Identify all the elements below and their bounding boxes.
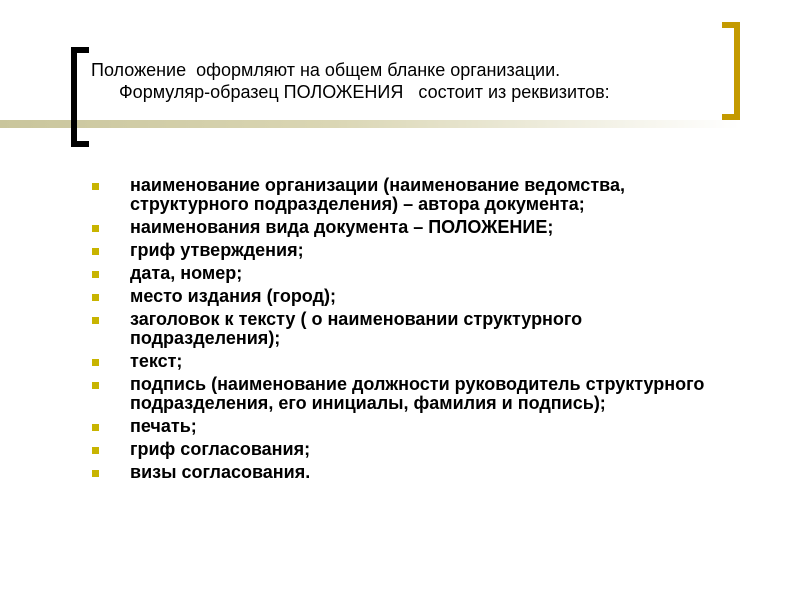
bullet-icon [92,248,99,255]
slide-title [91,59,711,103]
bullet-icon [92,183,99,190]
list-item [92,417,732,436]
list-item-text: печать; [130,416,197,436]
right-bracket-decoration [722,22,740,120]
list-item [92,287,732,306]
bullet-icon [92,359,99,366]
list-item-text: гриф утверждения; [130,240,304,260]
bullet-icon [92,424,99,431]
requisites-list [92,176,732,486]
bullet-icon [92,317,99,324]
bullet-icon [92,271,99,278]
list-item-text: заголовок к тексту ( о наименовании структурного подразделения); [130,309,583,348]
list-item [92,352,732,371]
list-item-text: текст; [130,351,183,371]
list-item [92,176,732,214]
list-item [92,310,732,348]
list-item [92,264,732,283]
list-item-text: подпись (наименование должности руководитель структурного подразделения, его инициалы, фамилия и подпись); [130,374,705,413]
bullet-icon [92,447,99,454]
list-item-text: наименование организации (наименование ведомства, структурного подразделения) – автора документа; [130,175,625,214]
bullet-icon [92,382,99,389]
title-line-1: Положение оформляют на общем бланке организации. [91,60,561,80]
list-item-text: место издания (город); [130,286,336,306]
list-item [92,463,732,482]
left-bracket-decoration [71,47,89,147]
list-item [92,440,732,459]
list-item [92,241,732,260]
list-item [92,218,732,237]
bullet-icon [92,470,99,477]
bullet-icon [92,294,99,301]
bullet-icon [92,225,99,232]
decorative-gradient-bar [0,120,740,128]
list-item-text: визы согласования. [130,462,311,482]
list-item-text: наименования вида документа – ПОЛОЖЕНИЕ; [130,217,554,237]
list-item-text: дата, номер; [130,263,243,283]
list-item [92,375,732,413]
list-item-text: гриф согласования; [130,439,311,459]
title-line-2: Формуляр-образец ПОЛОЖЕНИЯ состоит из реквизитов: [119,82,610,102]
